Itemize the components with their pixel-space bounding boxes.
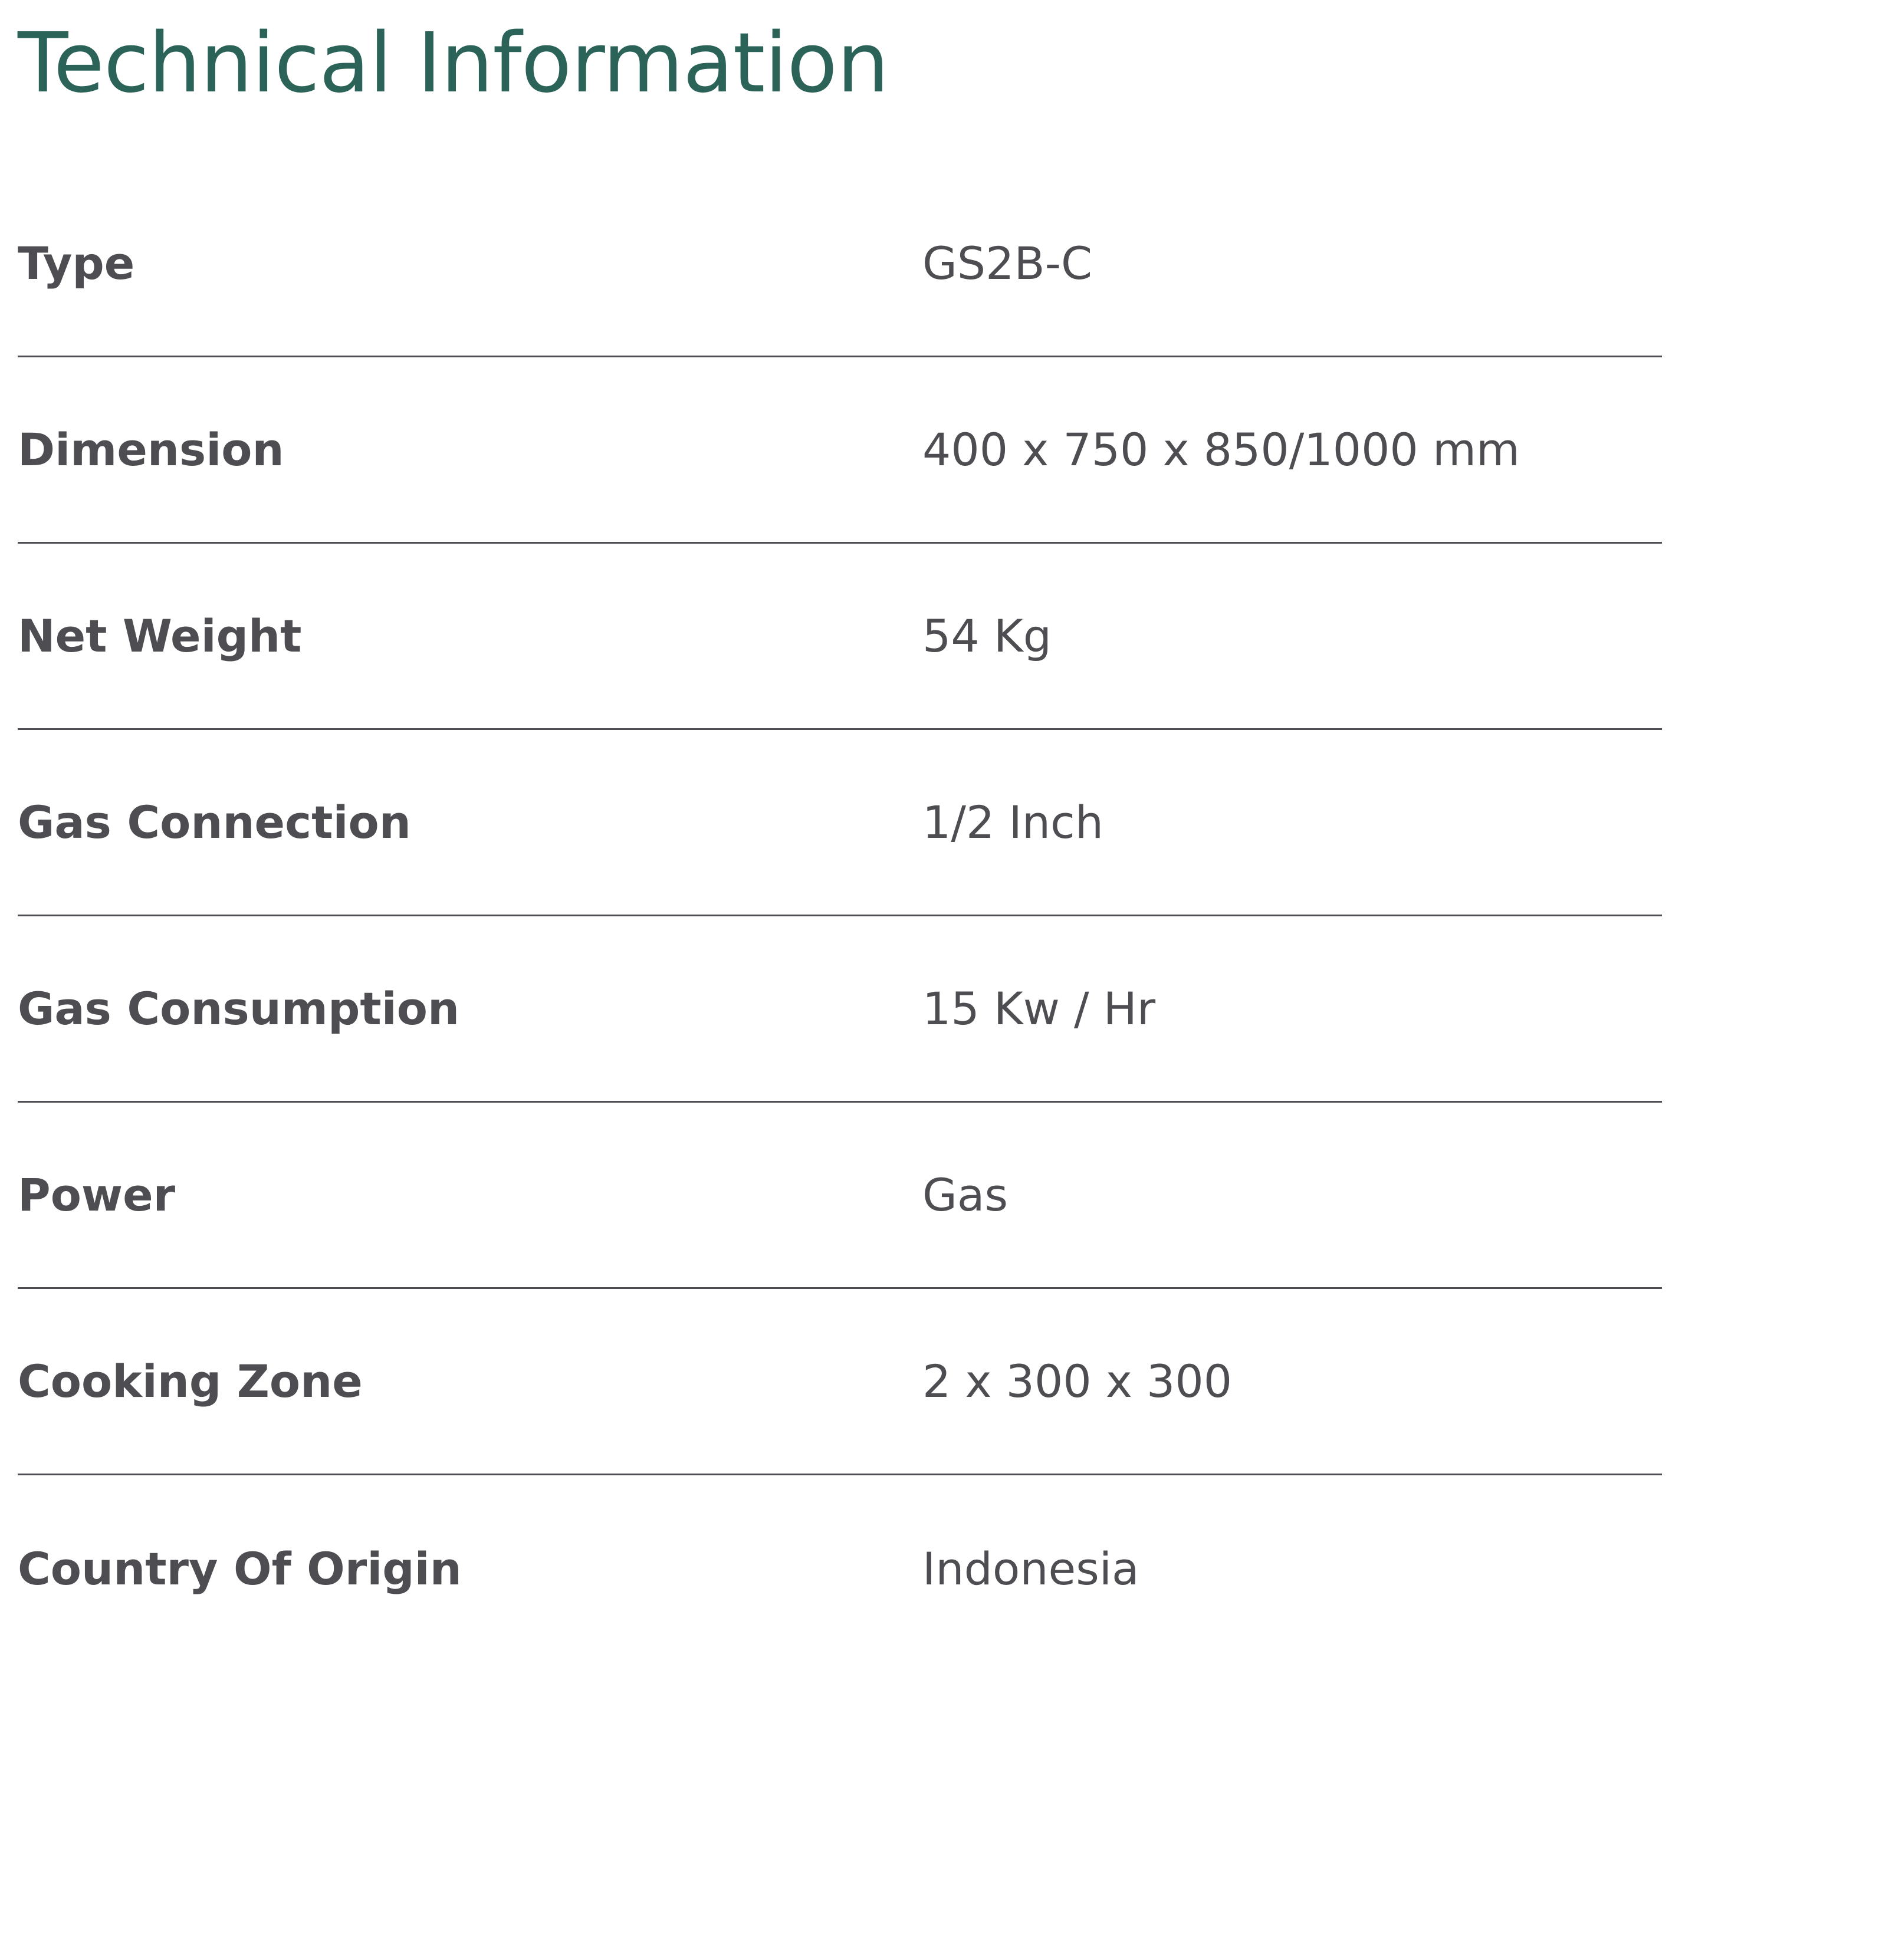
- spec-row-gas-connection: [18, 730, 1662, 916]
- spec-label: Type: [18, 237, 135, 290]
- spec-label: Dimension: [18, 423, 284, 476]
- spec-row-dimension: [18, 357, 1662, 544]
- spec-value: 54 Kg: [922, 610, 1052, 662]
- spec-table: [18, 171, 1662, 1662]
- spec-value: 2 x 300 x 300: [922, 1355, 1233, 1407]
- spec-value: Gas: [922, 1169, 1009, 1221]
- spec-value: Indonesia: [922, 1542, 1139, 1595]
- spec-value: GS2B-C: [922, 237, 1093, 290]
- spec-row-gas-consumption: [18, 916, 1662, 1103]
- spec-value: 1/2 Inch: [922, 796, 1104, 849]
- spec-label: Net Weight: [18, 610, 302, 662]
- spec-row-country-of-origin: [18, 1475, 1662, 1662]
- spec-label: Power: [18, 1169, 176, 1221]
- spec-row-type: [18, 171, 1662, 357]
- spec-label: Gas Consumption: [18, 982, 460, 1035]
- spec-value: 15 Kw / Hr: [922, 982, 1156, 1035]
- spec-row-cooking-zone: [18, 1289, 1662, 1475]
- spec-label: Country Of Origin: [18, 1542, 462, 1595]
- spec-value: 400 x 750 x 850/1000 mm: [922, 423, 1520, 476]
- spec-row-power: [18, 1103, 1662, 1289]
- spec-row-net-weight: [18, 544, 1662, 730]
- page-title: Technical Information: [18, 15, 889, 111]
- spec-label: Gas Connection: [18, 796, 411, 849]
- spec-label: Cooking Zone: [18, 1355, 363, 1407]
